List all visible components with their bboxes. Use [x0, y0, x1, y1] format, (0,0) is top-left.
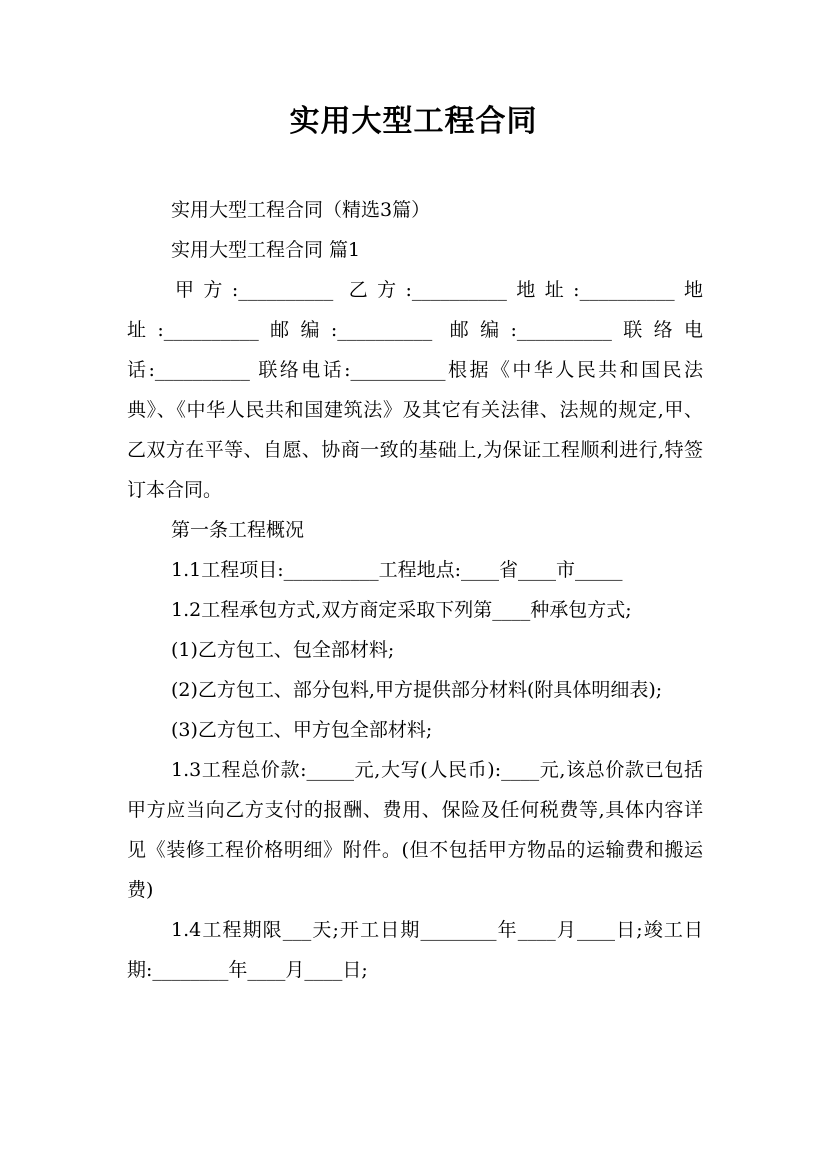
paragraph-clause-1-4: 1.4工程期限___天;开工日期________年____月____日;竣工日期:________年____月____日; — [127, 919, 703, 981]
paragraph-option-2: (2)乙方包工、部分包料,甲方提供部分材料(附具体明细表); — [171, 679, 663, 701]
document-title: 实用大型工程合同 — [289, 104, 538, 139]
paragraph-option-1: (1)乙方包工、包全部材料; — [171, 639, 395, 661]
paragraph-parties: 甲方:__________ 乙方:__________地址:__________地址:__________邮编:__________ 邮编:__________联络电话:__________ 联络电话:__________根据《中华人民共和国民法典》、《中华人民共和国建筑法》及其它有关法律、法规的规定,甲、乙双方在平等、自愿、协商一致的基础上,为保证工程顺利进行,特签订本合同。 — [127, 279, 703, 501]
paragraph-option-3: (3)乙方包工、甲方包全部材料; — [171, 719, 433, 741]
paragraph-section-heading: 实用大型工程合同 篇1 — [171, 239, 361, 261]
paragraph-subtitle: 实用大型工程合同（精选3篇） — [171, 199, 431, 221]
paragraph-clause-1-2: 1.2工程承包方式,双方商定采取下列第____种承包方式; — [171, 599, 632, 621]
document-body — [127, 190, 703, 990]
paragraph-clause-1-1: 1.1工程项目:__________工程地点:____省____市_____ — [171, 559, 623, 581]
paragraph-clause-1-3: 1.3工程总价款:_____元,大写(人民币):____元,该总价款已包括甲方应当向乙方支付的报酬、费用、保险及任何税费等,具体内容详见《装修工程价格明细》附件。(但不包括甲方物品的运输费和搬运费) — [127, 759, 703, 901]
paragraph-article-1: 第一条工程概况 — [171, 519, 305, 541]
